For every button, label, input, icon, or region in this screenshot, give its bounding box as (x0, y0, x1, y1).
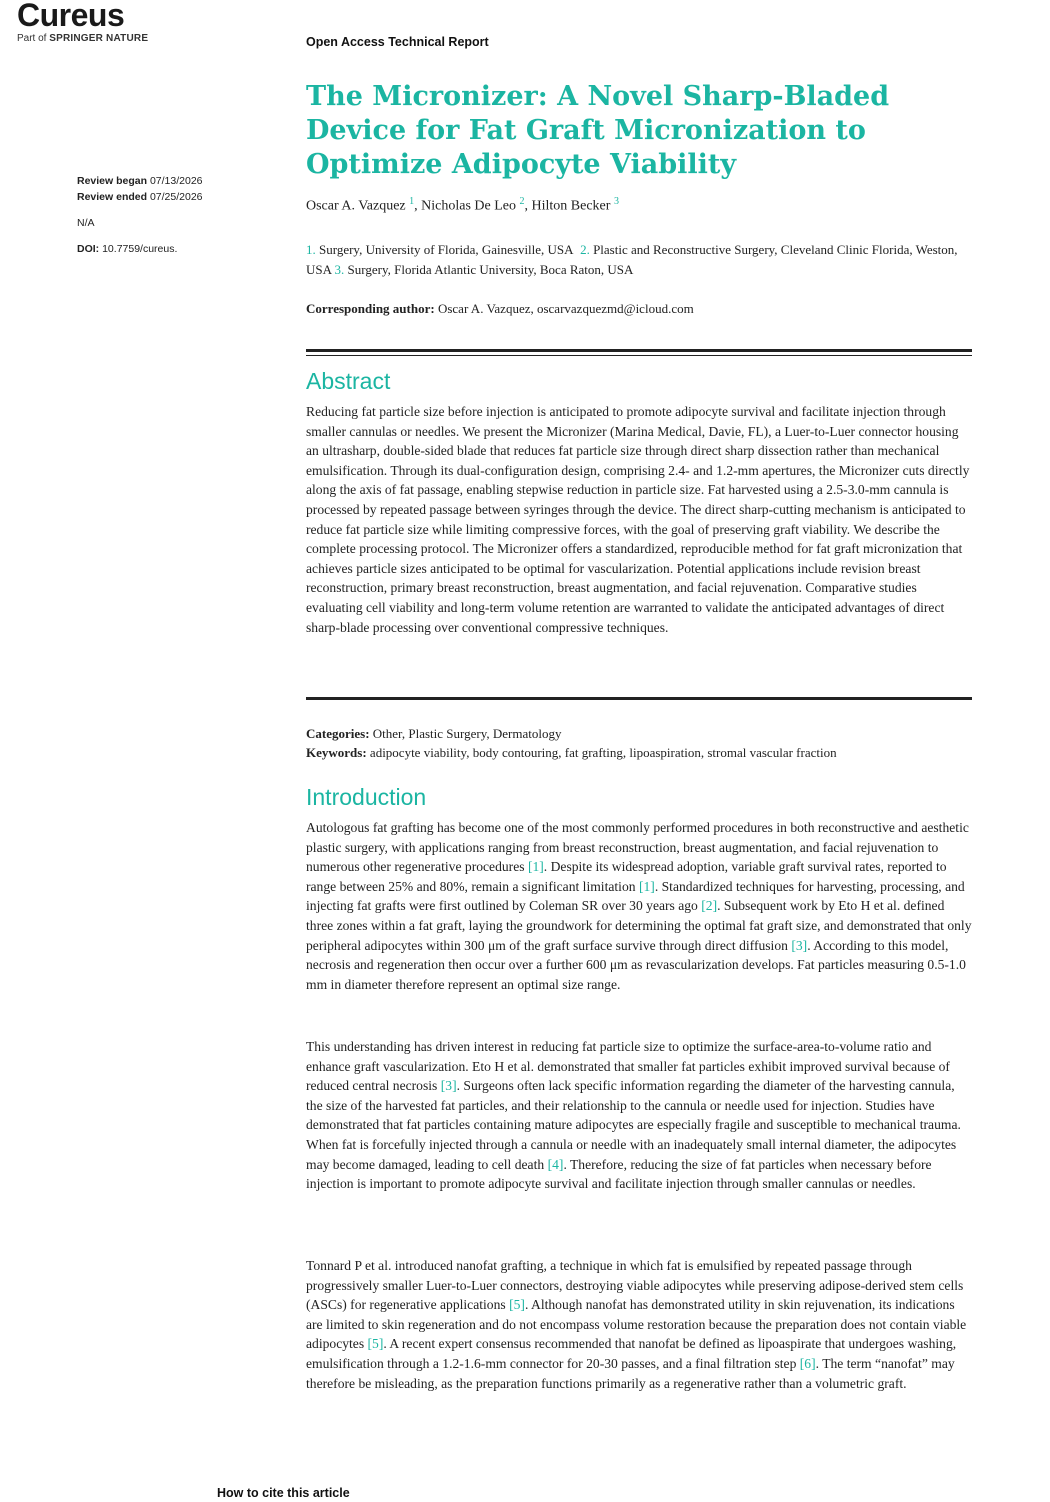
citation-link[interactable]: [3] (791, 937, 808, 953)
corresponding-author-label: Corresponding author: (306, 301, 435, 316)
author-name[interactable]: Nicholas De Leo (421, 198, 517, 214)
article-title: The Micronizer: A Novel Sharp-Bladed Device for Fat Graft Micronization to Optimize Adipocyte Viability (306, 81, 890, 180)
citation-link[interactable]: [5] (509, 1297, 525, 1313)
affiliation-text: Surgery, University of Florida, Gainesville, USA (319, 242, 574, 257)
citation-link[interactable]: [1] (638, 878, 655, 894)
part-of-text: Part of (17, 33, 47, 44)
review-ended-label: Review ended (77, 191, 148, 203)
keywords (306, 743, 972, 762)
author-affiliation-ref[interactable]: 1 (409, 196, 415, 207)
keywords-value: adipocyte viability, body contouring, fat grafting, lipoaspiration, stromal vascular fraction (369, 745, 837, 760)
affiliation-number: 2. (580, 242, 590, 257)
abstract-heading: Abstract (306, 368, 391, 394)
author-affiliation-ref[interactable]: 2 (519, 196, 525, 207)
citation-link[interactable]: [1] (527, 859, 544, 875)
review-ended-date: 07/25/2026 (149, 191, 203, 203)
introduction-paragraph: Tonnard P et al. introduced nanofat grafting, a technique in which fat is emulsified by repeated passage through progressively smaller Luer-to-Luer connectors, destroying viable adipocytes while preserving adipose-derived stem cells (ASCs) for regenerative applications [5]. Although nanofat has demonstrated utility in skin rejuvenation, its indications are limited to skin regeneration and do not encompass volume restoration because the preparation does not contain viable adipocytes [5]. A recent expert consensus recommended that nanofat be defined as lipoaspirate that undergoes washing, emulsification through a 1.2-1.6-mm connector for 20-30 passes, and a final filtration step [6]. The term “nanofat” may therefore be misleading, as the preparation functions primarily as a regenerative rather than a volumetric graft. (306, 1258, 967, 1391)
citation-link[interactable]: [3] (440, 1078, 457, 1094)
review-sidebar (77, 173, 203, 257)
citation-link[interactable]: [2] (701, 898, 718, 914)
doi (77, 241, 203, 257)
publisher-name: SPRINGER NATURE (49, 33, 149, 44)
affiliation-number: 1. (306, 242, 316, 257)
doi-value[interactable]: 10.7759/cureus. (102, 243, 178, 255)
how-to-cite-link[interactable]: How to cite this article (217, 1486, 350, 1500)
article-type: Open Access Technical Report (306, 35, 489, 49)
keywords-label: Keywords: (306, 745, 367, 760)
review-began (77, 173, 203, 189)
affiliation-text: Plastic and Reconstructive Surgery, Cleveland Clinic Florida, Weston, USA (306, 242, 958, 277)
categories-keywords (306, 724, 972, 762)
journal-logo[interactable] (17, 0, 148, 44)
introduction-paragraph: Autologous fat grafting has become one of the most commonly performed procedures in both reconstructive and aesthetic plastic surgery, with applications ranging from breast reconstruction, breast augmentation, and facial rejuvenation to numerous other regenerative procedures [1]. Despite its widespread adoption, variable graft survival rates, reported to range between 25% and 80%, remain a significant limitation [1]. Standardized techniques for harvesting, processing, and injecting fat grafts were first outlined by Coleman SR over 30 years ago [2]. Subsequent work by Eto H et al. defined three zones within a fat graft, laying the groundwork for determining the optimal fat graft size, and demonstrated that only peripheral adipocytes within 300 μm of the graft surface survive through direct diffusion [3]. According to this model, necrosis and regeneration then occur over a further 600 μm as revascularization develops. Fat particles measuring 0.5-1.0 mm in diameter therefore represent an optimal size range. (306, 820, 972, 992)
author-affiliation-ref[interactable]: 3 (613, 196, 619, 207)
abstract-text: Reducing fat particle size before injection is anticipated to promote adipocyte survival and facilitate injection through smaller cannulas or needles. We present the Micronizer (Marina Medical, Davie, FL), a Luer-to-Luer connector housing an ultrasharp, double-sided blade that reduces fat particle size through direct sharp dissection rather than mechanical emulsification. Through its dual-configuration design, comprising 2.4- and 1.2-mm apertures, the Micronizer cuts directly along the axis of fat passage, enabling stepwise reduction in particle size. Fat harvested using a 2.5-3.0-mm cannula is processed by repeated passage between syringes through the device. The direct sharp-cutting mechanism is anticipated to reduce fat particle size while limiting compressive forces, with the goal of preserving graft viability. We describe the complete processing protocol. The Micronizer offers a standardized, reproducible method for fat graft micronization that achieves particle sizes anticipated to be optimal for vascularization. Potential applications include revision breast reconstruction, primary breast reconstruction, breast augmentation, and facial rejuvenation. Comparative studies evaluating cell viability and long-term volume retention are warranted to validate the anticipated advantages of direct sharp-blade processing over conventional compressive techniques. (306, 404, 970, 635)
categories-value: Other, Plastic Surgery, Dermatology (372, 726, 562, 741)
affiliation-text: Surgery, Florida Atlantic University, Boca Raton, USA (347, 261, 634, 277)
author-list: Oscar A. Vazquez $^1$, Nicholas De Leo $^2$, Hilton Becker $^3$ (306, 196, 619, 214)
journal-name: Cureus (17, 0, 125, 33)
corresponding-author-value: Oscar A. Vazquez, oscarvazquezmd@icloud.com (437, 301, 694, 316)
review-began-label: Review began (77, 175, 148, 187)
doi-label: DOI: (77, 243, 100, 255)
categories-label: Categories: (306, 726, 370, 741)
divider-top-thick (306, 349, 972, 352)
divider-top-thin (306, 355, 972, 356)
divider-bottom-thick (306, 697, 972, 700)
introduction-heading: Introduction (306, 784, 427, 810)
author-name[interactable]: Oscar A. Vazquez (306, 198, 406, 214)
corresponding-author (306, 301, 972, 317)
categories (306, 724, 972, 743)
affiliation-number: 3. (334, 261, 345, 277)
author-name[interactable]: Hilton Becker (531, 198, 611, 214)
citation-link[interactable]: [5] (367, 1336, 384, 1352)
citation-link[interactable]: [4] (547, 1156, 564, 1172)
affiliations (306, 240, 972, 279)
review-ended (77, 189, 203, 205)
introduction-paragraph: This understanding has driven interest in reducing fat particle size to optimize the surface-area-to-volume ratio and enhance graft vascularization. Eto H et al. demonstrated that smaller fat particles exhibit improved survival because of reduced central necrosis [3]. Surgeons often lack specific information regarding the diameter of the harvesting cannula, the size of the harvested fat particles, and their relationship to the cannula or needle used for injection. Studies have demonstrated that fat particles containing mature adipocytes are especially fragile and susceptible to mechanical trauma. When fat is forcefully injected through a cannula or needle with an inadequately small internal diameter, the adipocytes may become damaged, leading to cell death [4]. Therefore, reducing the size of fat particles when necessary before injection is important to promote adipocyte survival and facilitate injection through smaller cannulas or needles. (306, 1039, 961, 1192)
review-began-date: 07/13/2026 (149, 175, 203, 187)
citation-link[interactable]: [6] (799, 1355, 816, 1371)
publisher-line (17, 33, 148, 44)
published-date: N/A (77, 217, 95, 229)
